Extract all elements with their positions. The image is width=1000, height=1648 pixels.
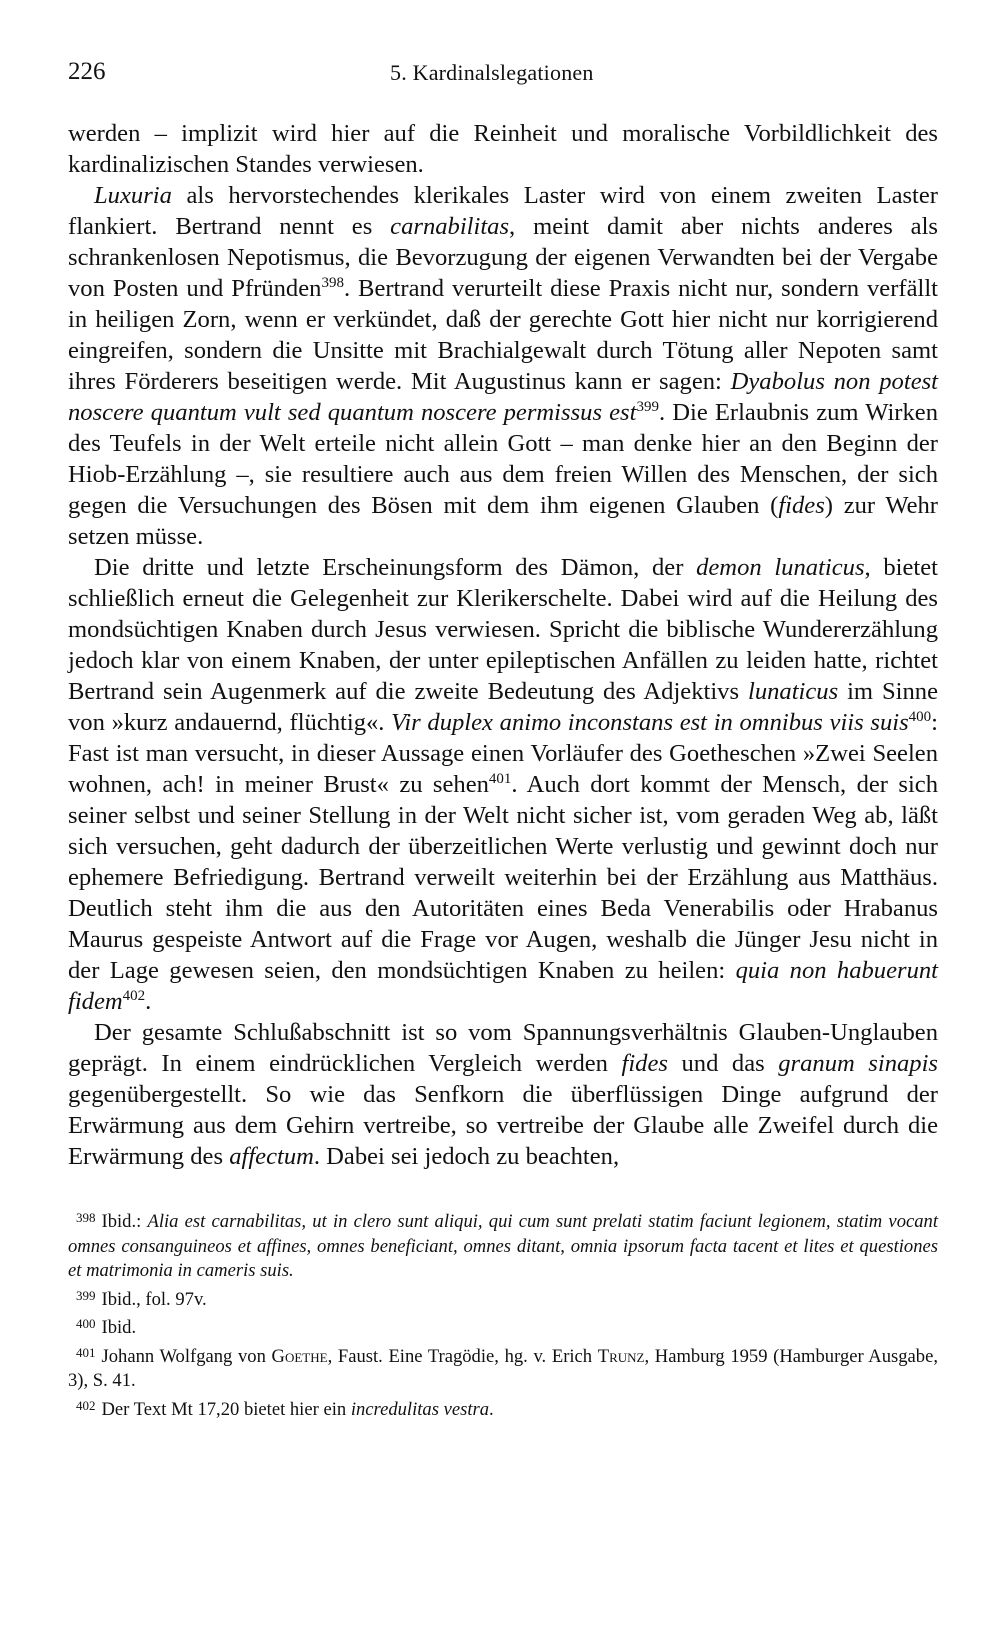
paragraph-4 (68, 1017, 938, 1172)
latin-quote: quia non habuerunt fidem (68, 957, 938, 1015)
text-run: . (489, 1398, 494, 1420)
running-header (68, 58, 938, 100)
paragraph-3 (68, 552, 938, 1017)
latin-term: fides (621, 1050, 668, 1077)
footnote-ref-400[interactable]: 400 (908, 709, 932, 725)
text-run: , bietet schließlich erneut die Gelegenheit zur Klerikerschelte. Dabei wird auf die Heilung des mondsüchtigen Knaben durch Jesus verwiesen. Spricht die biblische Wundererzählung jedoch klar von einem Knaben, der unter epileptischen Anfällen zu leiden hatte, richtet Bertrand sein Augenmerk auf die zweite Bedeutung des Adjektivs (68, 554, 938, 705)
paragraph-1 (68, 118, 938, 180)
footnote-ref-399[interactable]: 399 (636, 399, 659, 415)
text-run: : Fast ist man versucht, in dieser Aussage einen Vorläufer des Goetheschen »Zwei Seelen wohnen, ach! in meiner Brust« zu sehen (68, 709, 938, 798)
text-run: Ibid.: (101, 1211, 148, 1232)
latin-term: affectum (229, 1143, 314, 1170)
footnote-400 (68, 1312, 938, 1341)
text-run: und das (667, 1050, 779, 1077)
footnote-ref-401[interactable]: 401 (488, 771, 512, 787)
text-run: Ibid. (101, 1317, 137, 1338)
footnote-402 (68, 1394, 938, 1423)
text-run: . Dabei sei jedoch zu beachten, (313, 1143, 620, 1170)
text-run: , Hamburg 1959 (Hamburger Ausgabe, 3), S. 41. (68, 1345, 939, 1391)
latin-term: demon lunaticus (696, 554, 865, 581)
chapter-title: 5. Kardinalslegationen (390, 60, 594, 85)
latin-term: Luxuria (94, 182, 172, 209)
latin-quote: Alia est carnabilitas, ut in clero sunt aliqui, qui cum sunt prelati statim faciunt legionem, statim vocant omnes consanguineos et affines, omnes beneficiant, omnes ditant, omnia ipsorum facta tacent et lites et questiones et matrimonia in cameris suis. (68, 1211, 938, 1281)
latin-term: fides (778, 492, 825, 519)
footnote-number: 400 (76, 1316, 96, 1331)
text-run: Ibid., fol. 97v. (101, 1288, 207, 1310)
footnote-399 (68, 1284, 938, 1313)
latin-term: carnabilitas (390, 213, 510, 240)
latin-quote: Vir duplex animo inconstans est in omnibus viis suis (391, 709, 909, 736)
footnote-ref-402[interactable]: 402 (122, 988, 146, 1004)
main-text (68, 118, 938, 1172)
text-run: werden – implizit wird hier auf die Reinheit und moralische Vorbildlichkeit des kardinalizischen Standes verwiesen. (68, 120, 938, 178)
text-run: . (145, 988, 152, 1015)
text-run: Der gesamte Schlußabschnitt ist so vom Spannungsverhältnis Glauben-Unglauben geprägt. In einem eindrücklichen Vergleich werden (68, 1019, 938, 1077)
paragraph-2 (68, 180, 938, 552)
footnote-number: 399 (76, 1287, 96, 1303)
text-run: Der Text Mt 17,20 bietet hier ein (101, 1398, 351, 1420)
text-run: Die dritte und letzte Erscheinungsform des Dämon, der (94, 554, 697, 581)
footnotes (68, 1206, 938, 1422)
text-run: Johann Wolfgang von (101, 1345, 272, 1367)
text-run: , meint damit aber nichts anderes als schrankenlosen Nepotismus, die Bevorzugung der eigenen Verwandten bei der Vergabe von Posten und Pfründen (68, 213, 939, 302)
text-run: gegenübergestellt. So wie das Senfkorn die überflüssigen Dinge aufgrund der Erwärmung aus dem Gehirn vertreibe, so vertreibe der Glaube alle Zweifel durch die Erwärmung des (68, 1081, 938, 1170)
editor-name: Trunz (597, 1345, 645, 1367)
text-run: , Faust. Eine Tragödie, hg. v. Erich (327, 1345, 598, 1367)
footnote-number: 402 (76, 1397, 96, 1413)
footnote-398 (68, 1206, 938, 1284)
text-run: . Bertrand verurteilt diese Praxis nicht nur, sondern verfällt in heiligen Zorn, wenn er verkündet, daß der gerechte Gott hier nicht nur korrigierend eingreifen, sondern die Unsitte mit Brachialgewalt durch Tötung aller Nepoten samt ihres Förderers beseitigen werde. Mit Augustinus kann er sagen: (68, 275, 938, 395)
page-number: 226 (68, 58, 106, 85)
text-run: im Sinne von »kurz andauernd, flüchtig«. (68, 678, 939, 736)
document-page (68, 58, 938, 1422)
author-name: Goethe (271, 1345, 328, 1367)
footnote-ref-398[interactable]: 398 (321, 275, 344, 291)
footnote-number: 401 (76, 1344, 96, 1360)
text-run: ) zur Wehr setzen müsse. (68, 492, 938, 550)
footnote-number: 398 (76, 1210, 96, 1225)
latin-quote: Dyabolus non potest noscere quantum vult sed quantum noscere permissus est (68, 368, 939, 426)
latin-term: incredulitas vestra (350, 1398, 490, 1420)
latin-term: lunaticus (747, 678, 839, 705)
text-run: . Die Erlaubnis zum Wirken des Teufels in der Welt erteile nicht allein Gott – man denke hier an den Beginn der Hiob-Erzählung –, sie resultiere auch aus dem freien Willen des Menschen, der sich gegen die Versuchungen des Bösen mit dem ihm eigenen Glauben ( (68, 399, 938, 519)
latin-term: granum sinapis (778, 1050, 938, 1077)
footnote-401 (68, 1341, 938, 1394)
text-run: als hervorstechendes klerikales Laster wird von einem zweiten Laster flankiert. Bertrand nennt es (68, 182, 938, 240)
text-run: . Auch dort kommt der Mensch, der sich seiner selbst und seiner Stellung in der Welt nicht sicher ist, vom geraden Weg ab, läßt sich versuchen, geht dadurch der überzeitlichen Werte verlustig und gewinnt doch nur ephemere Befriedigung. Bertrand verweilt weiterhin bei der Erzählung aus Matthäus. Deutlich steht ihm die aus den Autoritäten eines Beda Venerabilis oder Hrabanus Maurus gespeiste Antwort auf die Frage vor Augen, weshalb die Jünger Jesu nicht in der Lage gewesen seien, den mondsüchtigen Knaben zu heilen: (68, 771, 938, 984)
